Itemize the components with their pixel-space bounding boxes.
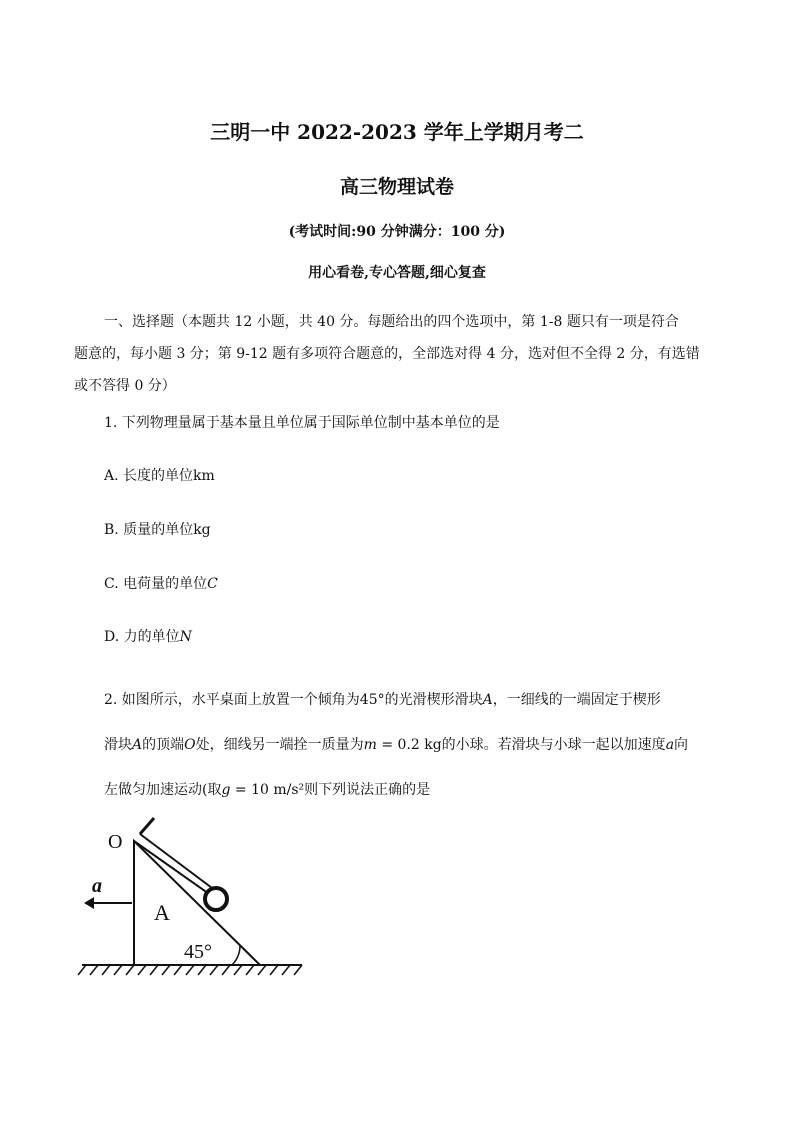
- question-2-line-3: [104, 768, 724, 813]
- ground-hatching: [78, 965, 302, 975]
- label-wedge: A: [154, 900, 170, 925]
- q2-var: A: [132, 737, 143, 753]
- question-1-option-d: [104, 626, 192, 646]
- option-c-unit: C: [207, 576, 218, 592]
- q2-text: 滑块: [104, 737, 132, 753]
- question-1-option-a: A. 长度的单位km: [104, 468, 215, 484]
- q2-text: = 0.2 kg的小球。若滑块与小球一起以加速度: [376, 737, 666, 753]
- q2-var: m: [363, 737, 377, 753]
- label-a: a: [92, 875, 102, 897]
- q2-text: 向: [674, 737, 689, 753]
- question-2-line-2: [104, 723, 724, 768]
- arrow-head-icon: [84, 897, 94, 909]
- label-angle: 45°: [184, 941, 212, 963]
- page-title: 三明一中 2022-2023 学年上学期月考二: [210, 120, 584, 144]
- exam-motto: 用心看卷,专心答题,细心复查: [308, 265, 486, 281]
- exam-info: (考试时间:90 分钟满分：100 分): [288, 224, 506, 240]
- section-intro-line-2: 题意的，每小题 3 分；第 9-12 题有多项符合题意的，全部选对得 4 分，选对但不全得 2 分，有选错: [74, 346, 700, 362]
- string-line-outer: [134, 841, 212, 896]
- section-intro: [74, 306, 724, 402]
- q2-text: ，一细线的一端固定于楔形: [492, 692, 661, 708]
- angle-arc: [232, 945, 240, 965]
- q2-var: O: [184, 737, 196, 753]
- q2-var: g: [221, 782, 231, 798]
- question-1-option-b: B. 质量的单位kg: [104, 522, 211, 538]
- option-d-unit: N: [179, 629, 192, 645]
- section-intro-line-1: 一、选择题（本题共 12 小题，共 40 分。每题给出的四个选项中，第 1-8 题只有一项是符合: [104, 314, 679, 330]
- section-intro-line-3: 或不答得 0 分）: [74, 378, 176, 394]
- q2-text: 处，细线另一端拴一质量为: [195, 737, 364, 753]
- q2-var: a: [665, 737, 675, 753]
- label-o: O: [108, 831, 123, 853]
- wedge-tip: [140, 818, 154, 834]
- option-d-text: D. 力的单位: [104, 629, 180, 645]
- q2-var: A: [482, 692, 493, 708]
- q2-text: = 10 m/s²则下列说法正确的是: [230, 782, 431, 798]
- page-subtitle: 高三物理试卷: [339, 176, 454, 198]
- q2-text: 2. 如图所示，水平桌面上放置一个倾角为45°的光滑楔形滑块: [104, 692, 483, 708]
- string-line-inner: [140, 834, 212, 888]
- question-2-stem: [104, 678, 724, 813]
- question-2-line-1: [104, 678, 724, 723]
- ball: [205, 888, 227, 910]
- option-c-text: C. 电荷量的单位: [104, 576, 208, 592]
- question-1-option-c: [104, 573, 218, 593]
- q2-text: 的顶端: [142, 737, 185, 753]
- q2-text: 左做匀加速运动(取: [104, 782, 222, 798]
- wedge-figure: [74, 808, 314, 988]
- question-1-stem: 1. 下列物理量属于基本量且单位属于国际单位制中基本单位的是: [104, 415, 500, 431]
